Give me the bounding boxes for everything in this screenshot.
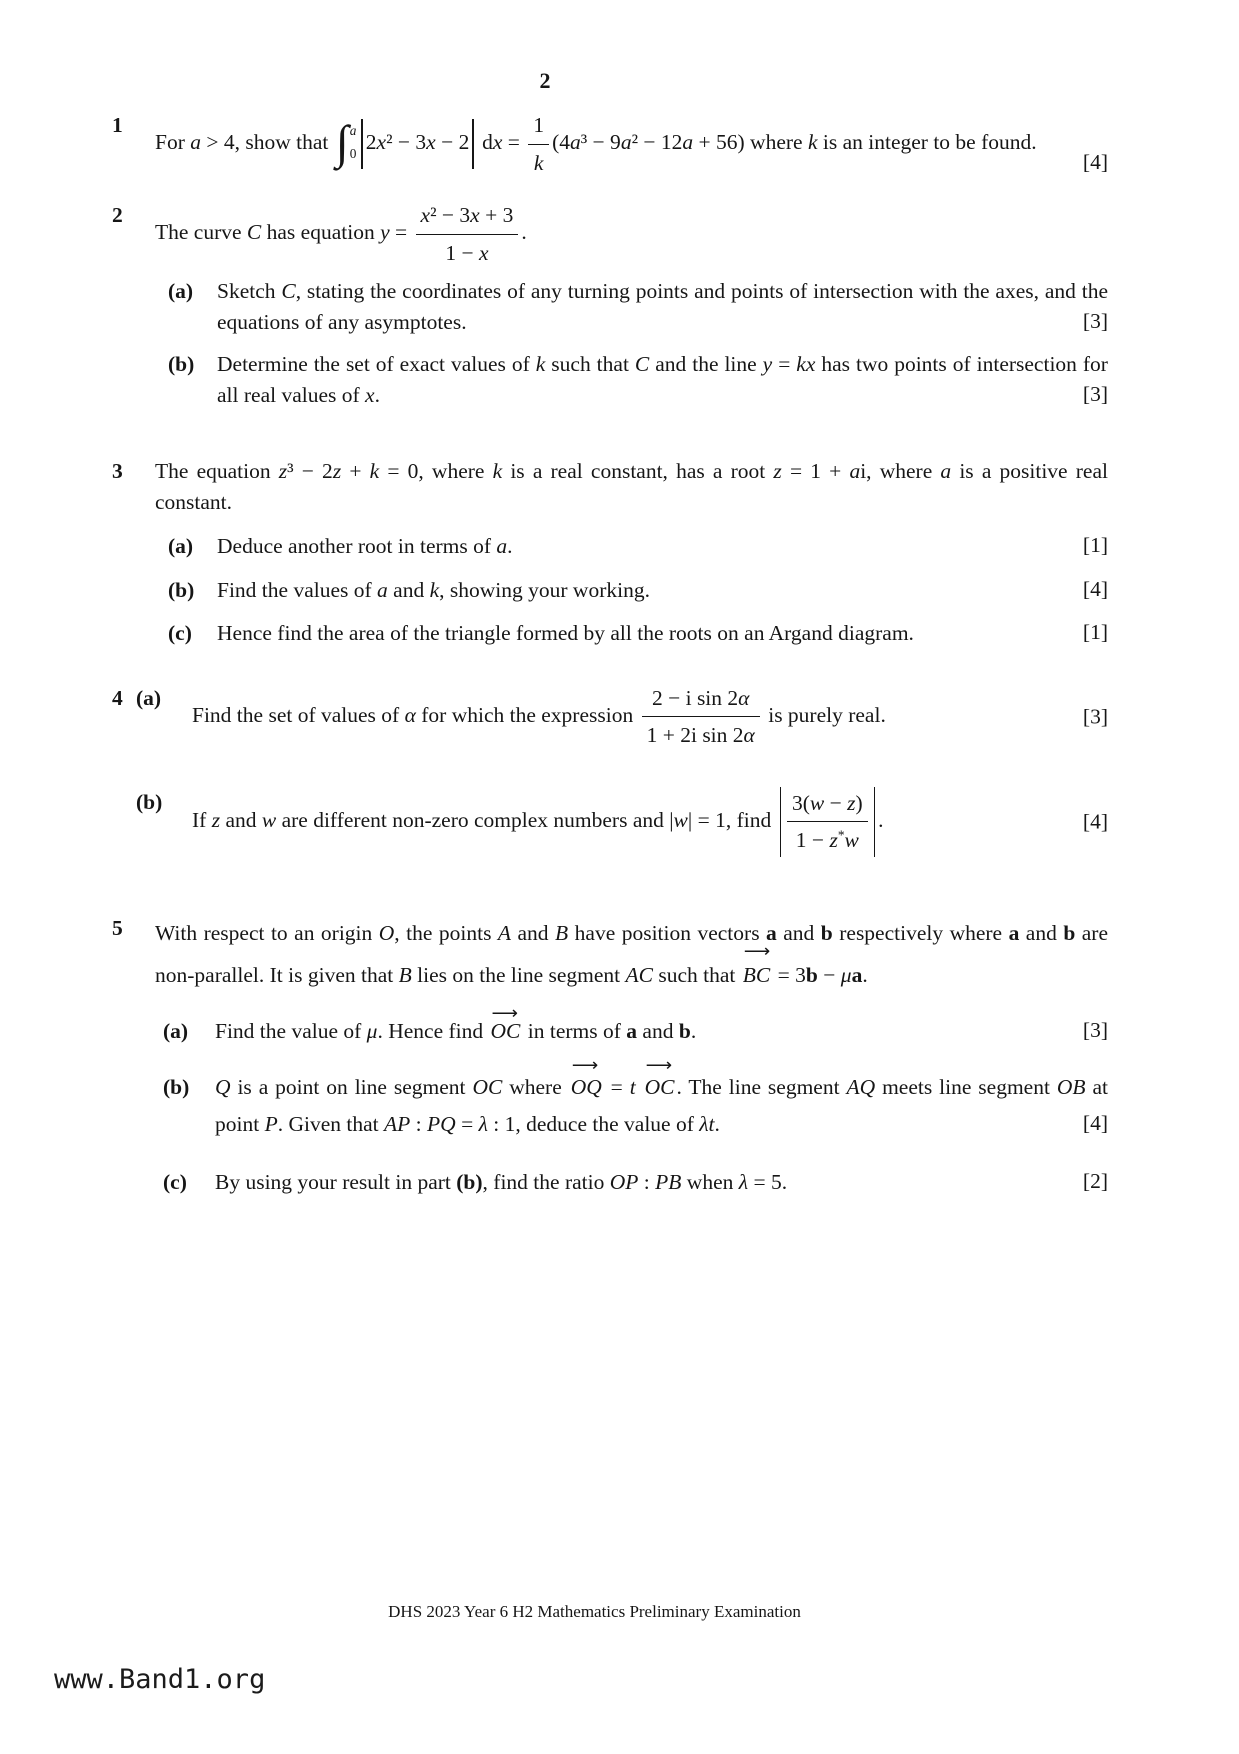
text-run: Deduce another root in terms of: [217, 534, 497, 559]
question-body: [155, 110, 1108, 178]
marks: [1]: [1082, 620, 1108, 645]
text-run: For: [155, 129, 191, 154]
text-run: w: [261, 807, 277, 832]
text-run: .: [878, 807, 884, 832]
text-run: y: [380, 219, 390, 244]
marks: [3]: [1082, 704, 1108, 729]
footer-text: DHS 2023 Year 6 H2 Mathematics Preliminary Examination: [388, 1602, 801, 1621]
question-2: [112, 200, 1108, 410]
text-run: .: [862, 962, 868, 987]
text-run: : 1, deduce the value of: [487, 1111, 700, 1136]
part-label: (b): [168, 352, 195, 377]
text-run: PB: [655, 1169, 682, 1194]
question-text: [155, 200, 1108, 268]
absolute-value-bar: [780, 787, 781, 857]
text-run: b: [678, 1019, 691, 1044]
text-run: |: [669, 807, 674, 832]
question-number: 5: [112, 915, 123, 940]
text-run: x: [420, 203, 431, 228]
text-run: *: [837, 827, 845, 843]
integral: [335, 117, 357, 170]
text-run: for which the expression: [415, 702, 639, 727]
text-run: 1 −: [795, 828, 830, 853]
text-run: i, where: [860, 459, 941, 484]
text-run: and the line: [649, 352, 763, 377]
text-run: [636, 1075, 643, 1099]
text-run: a: [682, 129, 694, 154]
text-run: =: [389, 219, 413, 244]
text-run: is purely real.: [762, 702, 886, 727]
text-run: 1 −: [445, 240, 479, 265]
text-run: in terms of: [522, 1019, 627, 1044]
text-run: .: [521, 219, 527, 244]
text-run: and: [387, 577, 430, 602]
text-run: w: [809, 790, 825, 815]
text-run: is a positive real constant.: [155, 459, 1108, 514]
page-footer: [0, 1602, 1239, 1622]
part-text: [215, 1170, 787, 1194]
text-run: k: [533, 150, 544, 175]
marks: [3]: [1082, 381, 1108, 406]
text-run: | = 1, find: [687, 807, 777, 832]
text-run: when: [681, 1169, 739, 1194]
text-run: C: [246, 219, 262, 244]
text-run: kx: [796, 352, 816, 377]
part-text: [217, 352, 1108, 407]
text-run: The curve: [155, 219, 247, 244]
text-run: .: [714, 1111, 720, 1136]
text-run: d: [476, 129, 493, 154]
question-part-a: [155, 531, 1108, 562]
text-run: ² − 3: [430, 203, 471, 228]
absolute-value-bar: [472, 119, 473, 168]
text-run: =: [502, 129, 526, 154]
fraction-denominator: [642, 717, 760, 751]
text-run: . Given that: [277, 1111, 385, 1136]
text-run: is an integer to be found.: [817, 129, 1037, 154]
question-part-b: [155, 575, 1108, 606]
fraction-denominator: [528, 145, 549, 179]
marks: [4]: [1082, 1110, 1108, 1135]
part-label: (c): [163, 1169, 187, 1194]
text-run: μ: [366, 1019, 378, 1044]
text-run: .: [507, 534, 513, 559]
fraction-denominator: [787, 822, 868, 856]
text-run: Sketch: [217, 279, 282, 304]
integral-lower-limit: 0: [349, 145, 357, 161]
part-text: [217, 534, 513, 558]
text-run: such that: [653, 962, 741, 987]
question-body: [136, 683, 1108, 857]
question-body: [155, 456, 1108, 649]
text-run: ² − 3: [386, 129, 427, 154]
text-run: x: [478, 240, 489, 265]
question-part-c: [155, 1167, 1108, 1198]
text-run: = 3: [772, 962, 806, 987]
question-runs: [155, 203, 527, 265]
question-runs: [155, 459, 1108, 514]
text-run: where: [502, 1074, 569, 1099]
question-body: [155, 200, 1108, 410]
text-run: such that: [545, 352, 635, 377]
vector: [490, 1002, 521, 1047]
text-run: and: [637, 1019, 679, 1044]
fraction: [416, 200, 519, 268]
text-run: Find the values of: [217, 577, 378, 602]
text-run: = 0, where: [379, 459, 493, 484]
text-run: w: [673, 807, 688, 832]
fraction: [642, 683, 760, 751]
text-run: at point: [215, 1074, 1108, 1136]
text-run: x: [426, 129, 436, 154]
text-run: k: [535, 352, 546, 377]
text-run: :: [638, 1169, 656, 1194]
text-run: w: [844, 828, 859, 853]
text-run: x: [470, 203, 480, 228]
question-part-a: [155, 1002, 1108, 1047]
text-run: respectively where: [832, 920, 1009, 945]
text-run: are different non-zero complex numbers and: [276, 807, 670, 832]
vector-letters: OC: [490, 1019, 521, 1044]
text-run: b: [805, 962, 818, 987]
text-run: O: [378, 920, 395, 945]
text-run: C: [281, 279, 296, 304]
question-part-c: [155, 618, 1108, 649]
text-run: = 5.: [748, 1169, 788, 1194]
marks: [3]: [1082, 1018, 1108, 1043]
question-runs: [155, 921, 1108, 987]
text-run: λt: [699, 1111, 715, 1136]
question-1: [112, 110, 1108, 178]
text-run: B: [398, 962, 412, 987]
text-run: C: [634, 352, 650, 377]
text-run: k: [492, 459, 503, 484]
text-run: and: [220, 807, 262, 832]
text-run: OP: [609, 1169, 639, 1194]
text-run: .: [690, 1019, 697, 1044]
text-run: PQ: [427, 1111, 456, 1136]
text-run: and: [511, 920, 556, 945]
marks: [3]: [1082, 308, 1108, 333]
text-run: b: [820, 920, 833, 945]
absolute-value-bar: [874, 787, 875, 857]
question-5: [112, 913, 1108, 1198]
question-part-a: [155, 276, 1108, 337]
fraction-denominator: [416, 235, 519, 269]
text-run: z: [773, 459, 782, 484]
part-label: (c): [168, 621, 192, 646]
part-label: (a): [168, 534, 194, 559]
part-text: [215, 1002, 697, 1044]
question-part-b: [155, 1055, 1108, 1143]
text-run: a: [849, 459, 861, 484]
text-run: ³ − 2: [287, 459, 333, 484]
question-part-b: [136, 787, 1108, 857]
text-run: (b): [456, 1169, 483, 1194]
absolute-value-bar: [361, 119, 362, 168]
text-run: − 2: [435, 129, 470, 154]
text-run: Determine the set of exact values of: [217, 352, 536, 377]
text-run: are non-parallel. It is given that: [155, 920, 1109, 987]
vector-letters: OQ: [570, 1074, 602, 1099]
vector: [742, 940, 771, 997]
question-number: 4: [112, 685, 123, 710]
part-label: (a): [163, 1019, 189, 1044]
part-text: [192, 685, 886, 748]
part-label: (b): [163, 1074, 190, 1099]
text-run: k: [807, 129, 818, 154]
fraction-numerator: [528, 110, 549, 145]
part-text: [217, 279, 1108, 334]
marks: [2]: [1082, 1168, 1108, 1193]
question-number: 2: [112, 203, 123, 228]
text-run: a: [940, 459, 952, 484]
text-run: If: [192, 807, 212, 832]
text-run: , showing your working.: [439, 577, 650, 602]
text-run: (4: [552, 129, 570, 154]
watermark-text: www.Band1.org: [54, 1664, 266, 1695]
text-run: z: [211, 807, 221, 832]
text-run: ): [855, 790, 863, 815]
text-run: a: [766, 920, 777, 945]
text-run: has equation: [261, 219, 381, 244]
fraction-numerator: [642, 683, 760, 718]
text-run: a: [377, 577, 388, 602]
text-run: , stating the coordinates of any turning points and points of intersection with the axes, and the equations of any asymptotes.: [217, 279, 1108, 334]
text-run: is a point on line segment: [230, 1074, 473, 1099]
question-4: [112, 683, 1108, 857]
question-text: [155, 456, 1108, 517]
vector-arrow-icon: ⟶: [571, 1055, 597, 1076]
text-run: a: [496, 534, 508, 559]
text-run: , the points: [394, 920, 498, 945]
text-run: α: [743, 723, 755, 748]
text-run: −: [817, 962, 841, 987]
page-number: 2: [539, 68, 551, 93]
text-run: + 3: [479, 203, 514, 228]
text-run: μ: [840, 962, 852, 987]
text-run: and: [776, 920, 821, 945]
question-number: 3: [112, 459, 123, 484]
text-run: =: [455, 1111, 479, 1136]
part-text: [217, 621, 914, 645]
text-run: P: [264, 1111, 278, 1136]
text-run: Find the set of values of: [192, 702, 405, 727]
text-run: is a real constant, has a root: [502, 459, 774, 484]
question-number: 1: [112, 113, 123, 137]
text-run: a: [620, 129, 632, 154]
text-run: k: [369, 459, 380, 484]
text-run: . Hence find: [377, 1019, 489, 1044]
text-run: x: [365, 382, 375, 407]
text-run: α: [738, 685, 750, 710]
text-run: :: [410, 1111, 428, 1136]
text-run: meets line segment: [875, 1074, 1057, 1099]
part-text: [192, 790, 884, 853]
text-run: =: [772, 352, 797, 377]
text-run: B: [555, 920, 569, 945]
text-run: b: [1063, 920, 1076, 945]
text-run: λ: [478, 1111, 488, 1136]
text-run: By using your result in part: [215, 1169, 457, 1194]
text-run: z: [829, 828, 838, 853]
text-run: a: [626, 1019, 638, 1044]
text-run: t: [629, 1074, 636, 1099]
fraction-numerator: [787, 788, 868, 823]
text-run: The equation: [155, 459, 279, 484]
integral-sign: ∫: [335, 117, 349, 170]
text-run: z: [278, 459, 288, 484]
text-run: −: [824, 790, 848, 815]
text-run: 1 + 2i sin 2: [646, 723, 744, 748]
text-run: , find the ratio: [482, 1169, 610, 1194]
text-run: +: [341, 459, 370, 484]
text-run: x: [376, 129, 387, 154]
text-run: 2: [365, 129, 377, 154]
text-run: and: [1019, 920, 1064, 945]
text-run: a: [569, 129, 581, 154]
text-run: =: [603, 1074, 630, 1099]
vector: [570, 1055, 602, 1106]
part-text: [217, 578, 650, 602]
text-run: OC: [472, 1074, 503, 1099]
text-run: 3(: [791, 790, 810, 815]
text-run: α: [404, 702, 416, 727]
text-run: z: [332, 459, 342, 484]
text-run: has two points of intersection for all real values of: [217, 352, 1108, 407]
text-run: = 1 +: [781, 459, 850, 484]
text-run: x: [492, 129, 503, 154]
vector-arrow-icon: ⟶: [743, 940, 769, 961]
question-part-b: [155, 349, 1108, 410]
text-run: AP: [384, 1111, 411, 1136]
text-run: a: [190, 129, 201, 154]
text-run: With respect to an origin: [155, 920, 379, 945]
fraction-numerator: [416, 200, 519, 235]
text-run: k: [429, 577, 440, 602]
fraction: [787, 788, 868, 856]
text-run: .: [374, 382, 380, 407]
marks: [4]: [1082, 576, 1108, 601]
text-run: . The line segment: [676, 1074, 847, 1099]
part-label: (b): [168, 577, 195, 602]
part-label: (b): [136, 789, 163, 814]
text-run: OB: [1056, 1074, 1086, 1099]
marks: [1]: [1082, 533, 1108, 558]
text-run: > 4, show that: [201, 129, 334, 154]
text-run: A: [497, 920, 512, 945]
text-run: Q: [215, 1074, 231, 1099]
question-3: [112, 456, 1108, 649]
text-run: ³ − 9: [580, 129, 621, 154]
part-label: (a): [168, 279, 194, 304]
text-run: Hence find the area of the triangle formed by all the roots on an Argand diagram.: [217, 621, 914, 646]
integral-limits: [349, 120, 357, 167]
question-text: [155, 913, 1108, 997]
marks: [4]: [1082, 809, 1108, 834]
question-text: [155, 110, 1108, 178]
text-run: AQ: [846, 1074, 876, 1099]
text-run: 2 − i sin 2: [651, 685, 739, 710]
text-run: y: [762, 352, 773, 377]
text-run: Find the value of: [215, 1019, 367, 1044]
part-label: (a): [136, 685, 162, 710]
vector: [644, 1055, 675, 1106]
question-runs: [155, 113, 1037, 175]
text-run: lies on the line segment: [411, 962, 626, 987]
text-run: + 56) where: [693, 129, 808, 154]
text-run: a: [1008, 920, 1020, 945]
text-run: a: [851, 962, 863, 987]
text-run: AC: [625, 962, 653, 987]
text-run: have position vectors: [568, 920, 767, 945]
vector-arrow-icon: ⟶: [491, 1002, 517, 1023]
question-part-a: [136, 683, 1108, 751]
text-run: z: [847, 790, 856, 815]
question-body: [155, 913, 1108, 1198]
vector-letters: BC: [742, 962, 771, 987]
vector-arrow-icon: ⟶: [645, 1055, 671, 1076]
text-run: 1: [533, 113, 545, 137]
marks: [4]: [1082, 149, 1108, 174]
vector-letters: OC: [644, 1074, 675, 1099]
text-run: λ: [738, 1169, 749, 1194]
part-text: [215, 1055, 1108, 1136]
text-run: ² − 12: [631, 129, 683, 154]
integral-upper-limit: a: [349, 123, 357, 139]
fraction: [528, 110, 549, 178]
